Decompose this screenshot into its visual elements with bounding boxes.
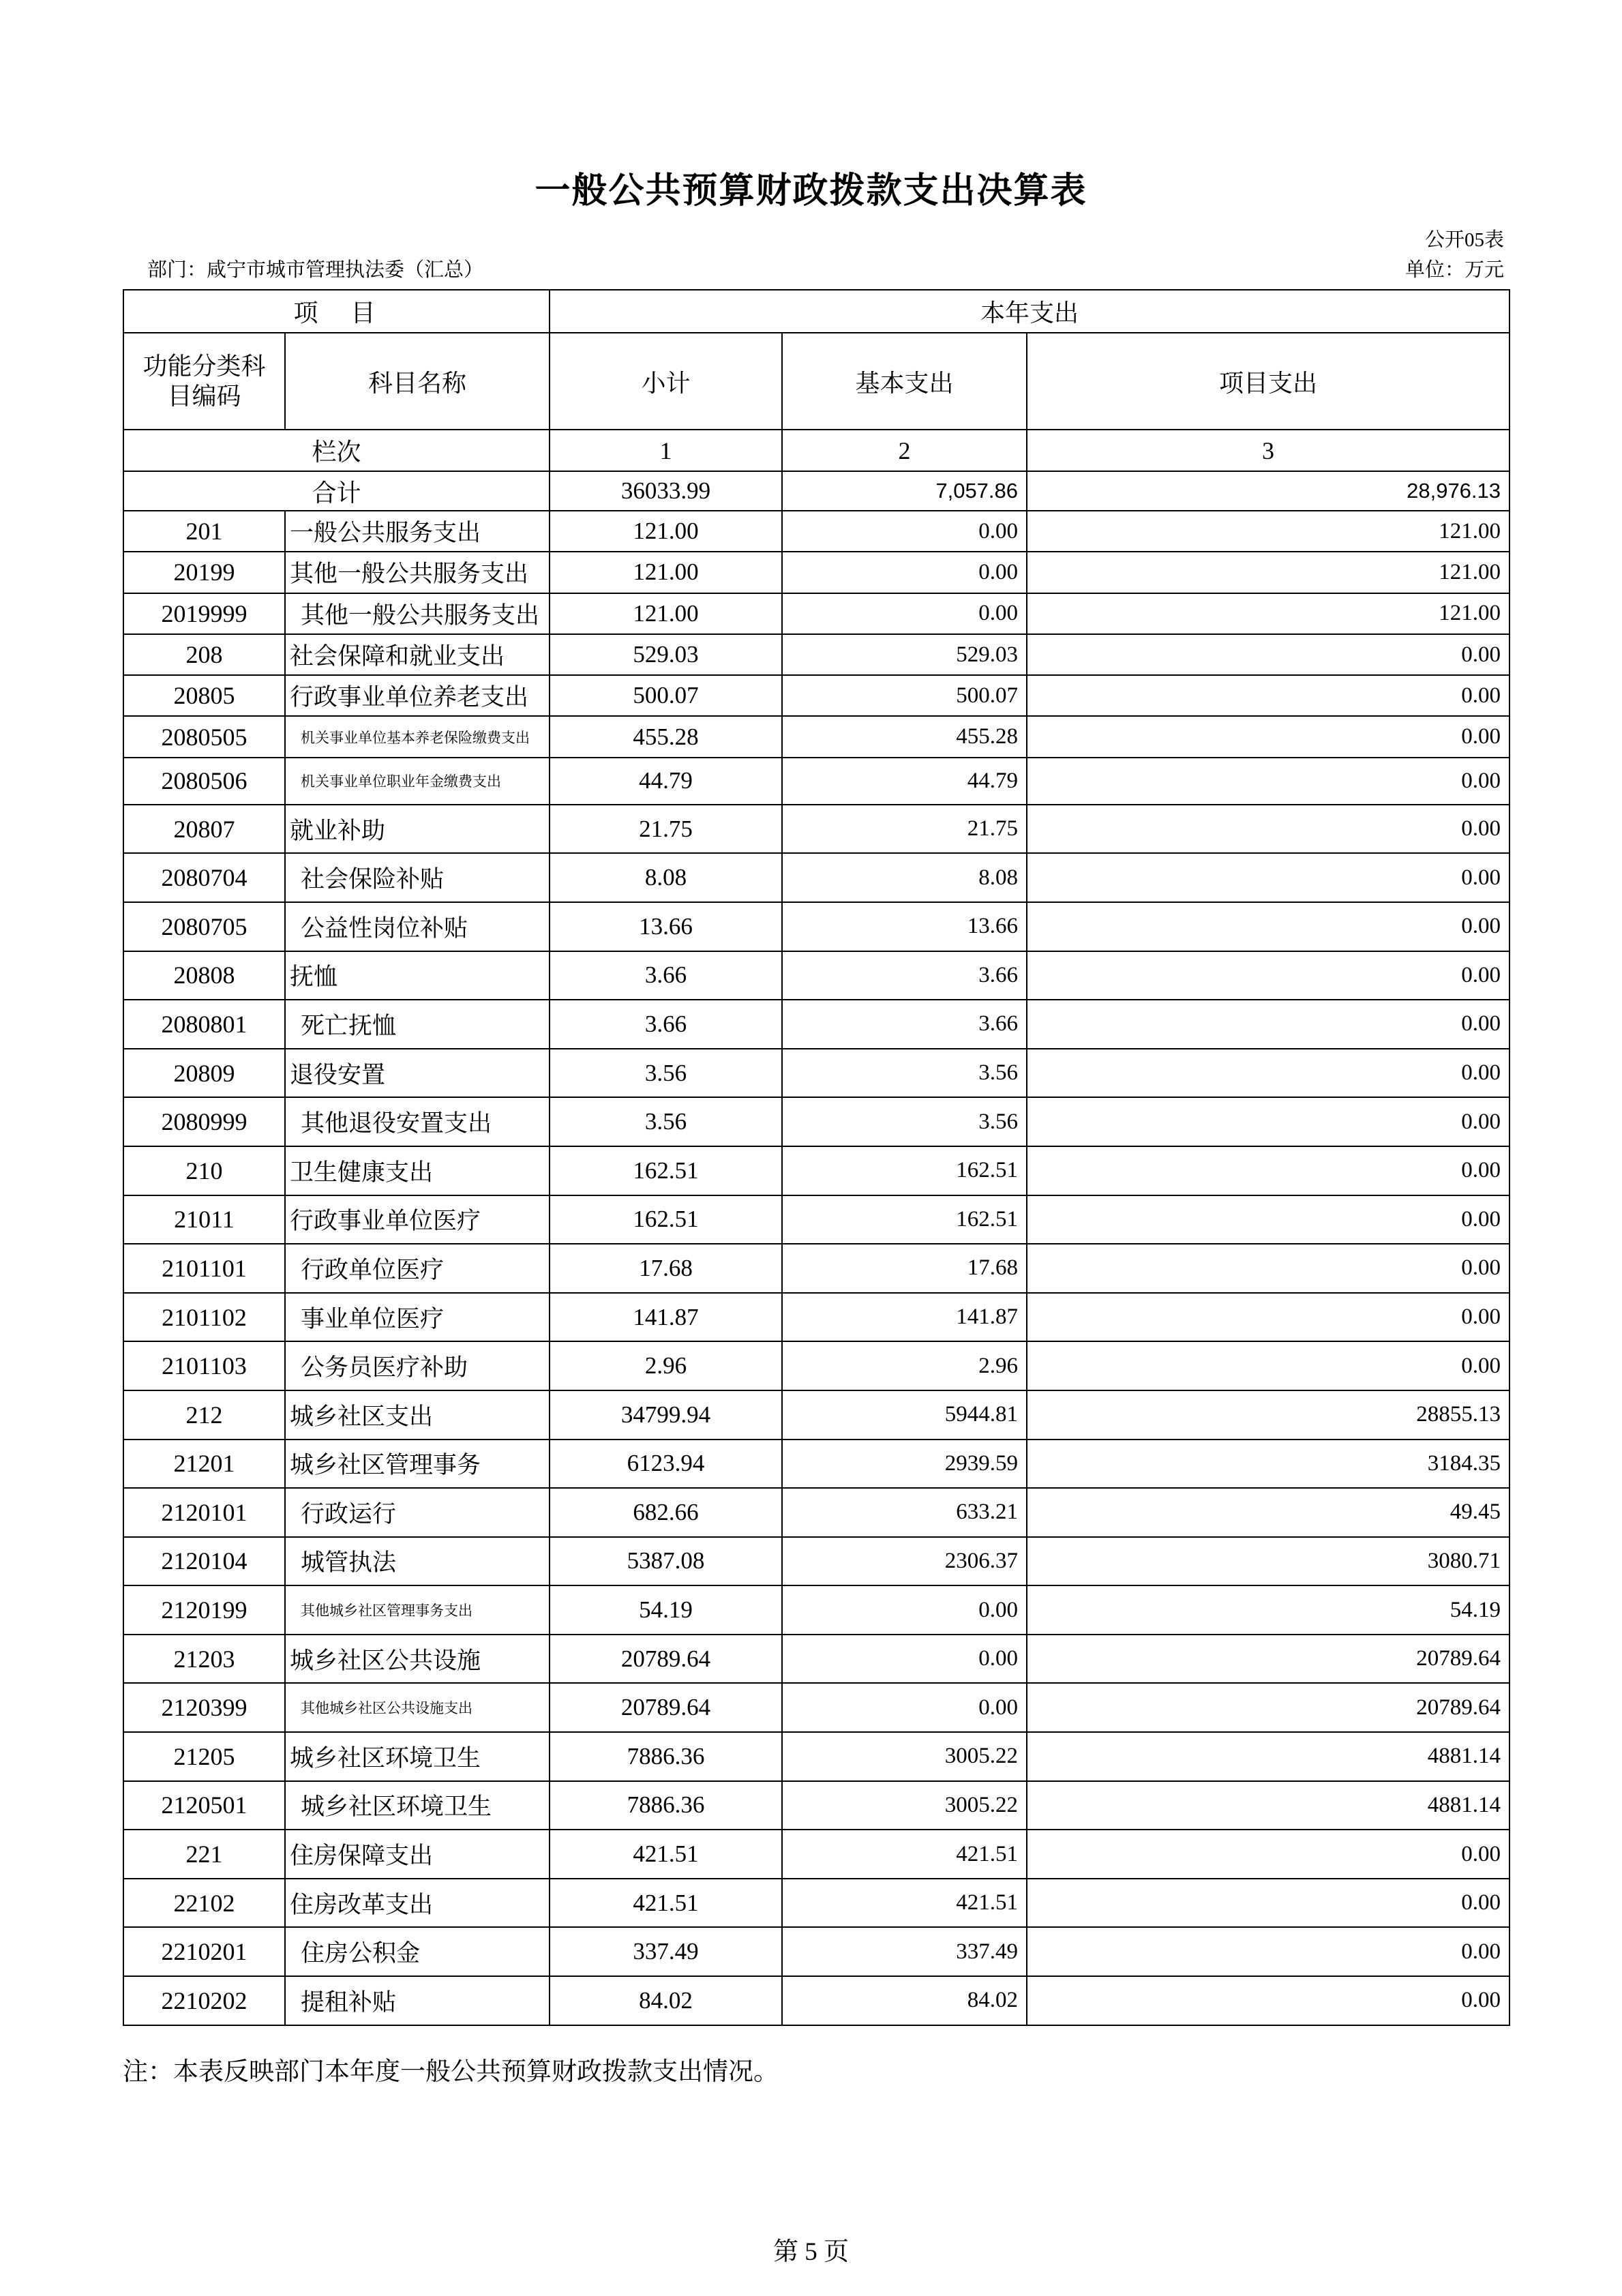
project-cell: 0.00 [1027, 902, 1510, 951]
table-row [123, 902, 1510, 951]
page-title: 一般公共预算财政拨款支出决算表 [535, 172, 1087, 211]
name-cell: 社会保障和就业支出 [285, 634, 550, 675]
basic-cell: 3.56 [782, 1049, 1027, 1098]
subtotal-cell: 3.56 [550, 1097, 782, 1146]
basic-cell: 3.66 [782, 951, 1027, 1000]
project-cell: 0.00 [1027, 1341, 1510, 1390]
table-row [123, 593, 1510, 634]
column-index-2: 2 [782, 430, 1027, 471]
basic-cell: 421.51 [782, 1879, 1027, 1928]
subtotal-cell: 8.08 [550, 853, 782, 902]
project-cell: 49.45 [1027, 1488, 1510, 1537]
name-cell: 抚恤 [285, 951, 550, 1000]
name-cell: 其他一般公共服务支出 [285, 593, 550, 634]
name-cell: 机关事业单位基本养老保险缴费支出 [285, 716, 550, 757]
footnote: 注：本表反映部门本年度一般公共预算财政拨款支出情况。 [123, 2058, 779, 2086]
subtotal-cell: 3.66 [550, 951, 782, 1000]
code-cell: 2101101 [123, 1244, 285, 1293]
project-cell: 0.00 [1027, 1293, 1510, 1342]
project-cell: 3184.35 [1027, 1440, 1510, 1489]
code-cell: 2080505 [123, 716, 285, 757]
project-cell: 0.00 [1027, 675, 1510, 716]
total-project: 28,976.13 [1027, 471, 1510, 511]
table-row [123, 1097, 1510, 1146]
code-cell: 21203 [123, 1635, 285, 1684]
project-cell: 0.00 [1027, 634, 1510, 675]
subtotal-cell: 421.51 [550, 1879, 782, 1928]
table-row [123, 1195, 1510, 1244]
project-cell: 4881.14 [1027, 1781, 1510, 1830]
table-row [123, 1976, 1510, 2025]
subtotal-cell: 13.66 [550, 902, 782, 951]
basic-cell: 3005.22 [782, 1781, 1027, 1830]
subtotal-cell: 6123.94 [550, 1440, 782, 1489]
table-number: 公开05表 [1424, 229, 1504, 251]
subtotal-cell: 162.51 [550, 1146, 782, 1195]
subtotal-cell: 121.00 [550, 511, 782, 552]
subtotal-cell: 34799.94 [550, 1390, 782, 1440]
code-cell: 20808 [123, 951, 285, 1000]
basic-cell: 0.00 [782, 1683, 1027, 1732]
project-cell: 0.00 [1027, 716, 1510, 757]
name-cell: 就业补助 [285, 805, 550, 854]
basic-cell: 500.07 [782, 675, 1027, 716]
name-cell: 城管执法 [285, 1537, 550, 1586]
code-cell: 2080704 [123, 853, 285, 902]
project-cell: 0.00 [1027, 1097, 1510, 1146]
project-cell: 0.00 [1027, 1000, 1510, 1049]
name-cell: 公务员医疗补助 [285, 1341, 550, 1390]
project-cell: 121.00 [1027, 511, 1510, 552]
name-cell: 住房公积金 [285, 1927, 550, 1976]
subtotal-cell: 7886.36 [550, 1732, 782, 1781]
code-cell: 2101103 [123, 1341, 285, 1390]
basic-cell: 2939.59 [782, 1440, 1027, 1489]
name-cell: 城乡社区环境卫生 [285, 1732, 550, 1781]
item-header: 项 目 [123, 290, 550, 333]
table-row [123, 1244, 1510, 1293]
table-row [123, 1537, 1510, 1586]
name-cell: 退役安置 [285, 1049, 550, 1098]
name-cell: 事业单位医疗 [285, 1293, 550, 1342]
unit-label: 单位：万元 [1405, 259, 1504, 281]
project-cell: 0.00 [1027, 1244, 1510, 1293]
subtotal-cell: 529.03 [550, 634, 782, 675]
code-cell: 2080705 [123, 902, 285, 951]
basic-cell: 21.75 [782, 805, 1027, 854]
subtotal-header: 小计 [550, 333, 782, 430]
name-cell: 一般公共服务支出 [285, 511, 550, 552]
subtotal-cell: 3.56 [550, 1049, 782, 1098]
code-cell: 20807 [123, 805, 285, 854]
table-row [123, 758, 1510, 805]
project-cell: 121.00 [1027, 552, 1510, 593]
table-row [123, 675, 1510, 716]
project-cell: 0.00 [1027, 1049, 1510, 1098]
name-cell: 提租补贴 [285, 1976, 550, 2025]
subtotal-cell: 3.66 [550, 1000, 782, 1049]
project-cell: 0.00 [1027, 1195, 1510, 1244]
project-cell: 0.00 [1027, 1146, 1510, 1195]
project-cell: 0.00 [1027, 1879, 1510, 1928]
table-row [123, 1390, 1510, 1440]
table-row [123, 1927, 1510, 1976]
code-cell: 2019999 [123, 593, 285, 634]
total-row [123, 471, 1510, 511]
column-index-row [123, 430, 1510, 471]
name-cell: 其他城乡社区公共设施支出 [285, 1683, 550, 1732]
total-basic: 7,057.86 [782, 471, 1027, 511]
table-row [123, 716, 1510, 757]
basic-cell: 8.08 [782, 853, 1027, 902]
table-row [123, 1440, 1510, 1489]
column-index-1: 1 [550, 430, 782, 471]
basic-cell: 0.00 [782, 1585, 1027, 1635]
basic-cell: 337.49 [782, 1927, 1027, 1976]
page-number: 第 5 页 [773, 2238, 849, 2266]
name-cell: 城乡社区公共设施 [285, 1635, 550, 1684]
subtotal-cell: 421.51 [550, 1830, 782, 1879]
table-body [123, 511, 1510, 2025]
project-header: 项目支出 [1027, 333, 1510, 430]
code-cell: 2080801 [123, 1000, 285, 1049]
project-cell: 0.00 [1027, 805, 1510, 854]
code-cell: 2120399 [123, 1683, 285, 1732]
code-cell: 2120199 [123, 1585, 285, 1635]
basic-cell: 5944.81 [782, 1390, 1027, 1440]
project-cell: 4881.14 [1027, 1732, 1510, 1781]
subtotal-cell: 337.49 [550, 1927, 782, 1976]
table-row [123, 1146, 1510, 1195]
name-cell: 住房改革支出 [285, 1879, 550, 1928]
name-cell: 公益性岗位补贴 [285, 902, 550, 951]
column-index-label: 栏次 [123, 430, 550, 471]
basic-cell: 17.68 [782, 1244, 1027, 1293]
table-row [123, 1000, 1510, 1049]
subtotal-cell: 20789.64 [550, 1635, 782, 1684]
subtotal-cell: 500.07 [550, 675, 782, 716]
project-cell: 0.00 [1027, 1976, 1510, 2025]
code-cell: 20805 [123, 675, 285, 716]
basic-cell: 84.02 [782, 1976, 1027, 2025]
table-row [123, 1830, 1510, 1879]
code-cell: 21201 [123, 1440, 285, 1489]
project-cell: 0.00 [1027, 951, 1510, 1000]
total-label: 合计 [123, 471, 550, 511]
subtotal-cell: 682.66 [550, 1488, 782, 1537]
name-cell: 住房保障支出 [285, 1830, 550, 1879]
code-cell: 2210202 [123, 1976, 285, 2025]
code-cell: 210 [123, 1146, 285, 1195]
code-cell: 2210201 [123, 1927, 285, 1976]
subtotal-cell: 84.02 [550, 1976, 782, 2025]
total-subtotal: 36033.99 [550, 471, 782, 511]
table-row [123, 853, 1510, 902]
project-cell: 0.00 [1027, 1830, 1510, 1879]
department-label: 部门：咸宁市城市管理执法委（汇总） [147, 259, 484, 281]
project-cell: 121.00 [1027, 593, 1510, 634]
basic-cell: 3.66 [782, 1000, 1027, 1049]
code-cell: 221 [123, 1830, 285, 1879]
table-row [123, 951, 1510, 1000]
code-cell: 20809 [123, 1049, 285, 1098]
current-year-header: 本年支出 [550, 290, 1510, 333]
basic-cell: 162.51 [782, 1146, 1027, 1195]
name-cell: 行政运行 [285, 1488, 550, 1537]
basic-cell: 141.87 [782, 1293, 1027, 1342]
code-cell: 2080506 [123, 758, 285, 805]
table-row [123, 634, 1510, 675]
subtotal-cell: 17.68 [550, 1244, 782, 1293]
name-cell: 城乡社区支出 [285, 1390, 550, 1440]
basic-cell: 633.21 [782, 1488, 1027, 1537]
name-cell: 行政事业单位养老支出 [285, 675, 550, 716]
project-cell: 20789.64 [1027, 1635, 1510, 1684]
basic-cell: 0.00 [782, 552, 1027, 593]
code-cell: 21011 [123, 1195, 285, 1244]
basic-cell: 13.66 [782, 902, 1027, 951]
code-cell: 2120101 [123, 1488, 285, 1537]
name-header: 科目名称 [285, 333, 550, 430]
basic-cell: 2.96 [782, 1341, 1027, 1390]
code-header: 功能分类科目编码 [123, 333, 285, 430]
subtotal-cell: 162.51 [550, 1195, 782, 1244]
expenditure-table [123, 289, 1510, 2026]
name-cell: 行政单位医疗 [285, 1244, 550, 1293]
name-cell: 卫生健康支出 [285, 1146, 550, 1195]
code-cell: 212 [123, 1390, 285, 1440]
project-cell: 3080.71 [1027, 1537, 1510, 1586]
table-row [123, 1635, 1510, 1684]
subtotal-cell: 5387.08 [550, 1537, 782, 1586]
subtotal-cell: 121.00 [550, 593, 782, 634]
table-row [123, 1585, 1510, 1635]
subtotal-cell: 121.00 [550, 552, 782, 593]
project-cell: 28855.13 [1027, 1390, 1510, 1440]
project-cell: 0.00 [1027, 758, 1510, 805]
table-row [123, 1488, 1510, 1537]
table-row [123, 511, 1510, 552]
basic-cell: 44.79 [782, 758, 1027, 805]
subtotal-cell: 7886.36 [550, 1781, 782, 1830]
basic-cell: 0.00 [782, 1635, 1027, 1684]
project-cell: 54.19 [1027, 1585, 1510, 1635]
table-row [123, 1341, 1510, 1390]
basic-cell: 455.28 [782, 716, 1027, 757]
code-cell: 22102 [123, 1879, 285, 1928]
subtotal-cell: 44.79 [550, 758, 782, 805]
code-cell: 208 [123, 634, 285, 675]
subtotal-cell: 54.19 [550, 1585, 782, 1635]
basic-header: 基本支出 [782, 333, 1027, 430]
basic-cell: 3.56 [782, 1097, 1027, 1146]
table-row [123, 552, 1510, 593]
project-cell: 0.00 [1027, 1927, 1510, 1976]
code-cell: 20199 [123, 552, 285, 593]
table-row [123, 805, 1510, 854]
basic-cell: 0.00 [782, 593, 1027, 634]
name-cell: 城乡社区管理事务 [285, 1440, 550, 1489]
column-index-3: 3 [1027, 430, 1510, 471]
subtotal-cell: 21.75 [550, 805, 782, 854]
name-cell: 死亡抚恤 [285, 1000, 550, 1049]
table-row [123, 1879, 1510, 1928]
table-row [123, 1732, 1510, 1781]
name-cell: 机关事业单位职业年金缴费支出 [285, 758, 550, 805]
code-cell: 2080999 [123, 1097, 285, 1146]
code-cell: 201 [123, 511, 285, 552]
project-cell: 0.00 [1027, 853, 1510, 902]
basic-cell: 421.51 [782, 1830, 1027, 1879]
code-cell: 2120104 [123, 1537, 285, 1586]
name-cell: 社会保险补贴 [285, 853, 550, 902]
basic-cell: 529.03 [782, 634, 1027, 675]
subtotal-cell: 20789.64 [550, 1683, 782, 1732]
name-cell: 城乡社区环境卫生 [285, 1781, 550, 1830]
subtotal-cell: 455.28 [550, 716, 782, 757]
name-cell: 其他退役安置支出 [285, 1097, 550, 1146]
table-row [123, 1293, 1510, 1342]
header-row-2 [123, 333, 1510, 430]
name-cell: 其他一般公共服务支出 [285, 552, 550, 593]
table-row [123, 1683, 1510, 1732]
basic-cell: 162.51 [782, 1195, 1027, 1244]
basic-cell: 2306.37 [782, 1537, 1027, 1586]
code-cell: 21205 [123, 1732, 285, 1781]
name-cell: 其他城乡社区管理事务支出 [285, 1585, 550, 1635]
table-row [123, 1781, 1510, 1830]
basic-cell: 3005.22 [782, 1732, 1027, 1781]
basic-cell: 0.00 [782, 511, 1027, 552]
code-cell: 2101102 [123, 1293, 285, 1342]
subtotal-cell: 2.96 [550, 1341, 782, 1390]
subtotal-cell: 141.87 [550, 1293, 782, 1342]
header-row-1 [123, 290, 1510, 333]
project-cell: 20789.64 [1027, 1683, 1510, 1732]
code-cell: 2120501 [123, 1781, 285, 1830]
name-cell: 行政事业单位医疗 [285, 1195, 550, 1244]
table-row [123, 1049, 1510, 1098]
